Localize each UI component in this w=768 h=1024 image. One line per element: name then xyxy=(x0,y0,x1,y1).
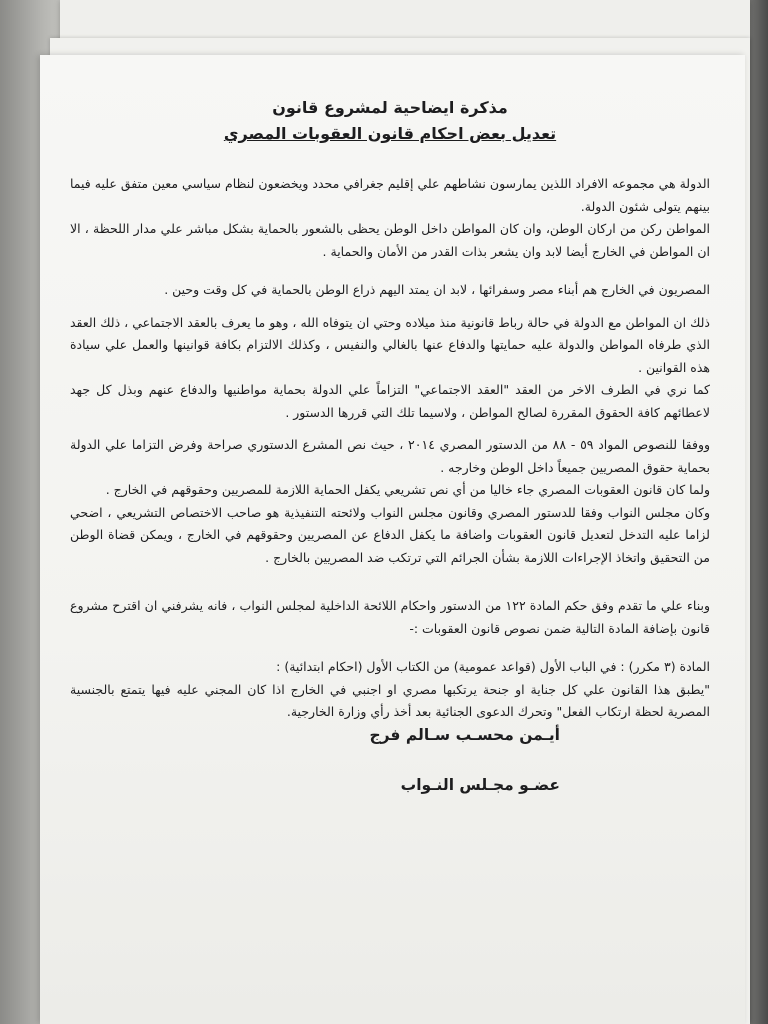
signature-title: عضـو مجـلس النـواب xyxy=(400,775,560,794)
document-subtitle: تعديل بعض احكام قانون العقوبات المصري xyxy=(223,124,557,143)
paragraph-proposal: وبناء علي ما تقدم وفق حكم المادة ١٢٢ من الدستور واحكام اللائحة الداخلية لمجلس النواب ، فانه يشرفني ان اقترح مشروع قانون بإضافة المادة التالية ضمن نصوص قانون العقوبات :- xyxy=(70,598,710,636)
document-body xyxy=(70,97,710,796)
paragraph-social-contract: ذلك ان المواطن مع الدولة في حالة رباط قانونية منذ ميلاده وحتي ان يتوفاه الله ، وهو ما يعرف بالعقد الاجتماعي ، ذلك العقد الذي طرفاه المواطن والدولة عليه حمايتها والدفاع عنها بالغالي والنفيس ، وكذلك الالتزام بكافة قوانينها والعمل علي سيادة هذه القوانين . xyxy=(70,314,710,375)
paragraph-article-text: "يطبق هذا القانون علي كل جناية او جنحة يرتكبها مصري او اجنبي في الخارج اذا كان المجني عليه فيها يتمتع بالجنسية المصرية لحظة ارتكاب الفعل" وتحرك الدعوى الجنائية بعد أخذ رأي وزارة الخارجية. xyxy=(70,681,710,719)
paragraph-constitution-articles: ووفقا للنصوص المواد ٥٩ - ٨٨ من الدستور المصري ٢٠١٤ ، حيث نص المشرع الدستوري صراحة وفرض التزاما علي الدولة بحماية حقوق المصريين جميعاً داخل الوطن وخارجه . xyxy=(70,437,711,475)
paragraph-state-obligation: كما نري في الطرف الاخر من العقد "العقد الاجتماعي" التزاماً علي الدولة بحماية مواطنيها والدفاع عنهم وبذل كل جهد لاعطائهم كافة الحقوق المقررة لصالح المواطن ، ولاسيما تلك التي قررها الدستور . xyxy=(70,382,710,420)
paragraph-article-heading: المادة (٣ مكرر) : في الباب الأول (قواعد عمومية) من الكتاب الأول (احكام ابتدائية) : xyxy=(276,659,710,674)
signature-name: أيـمن محسـب سـالم فرج xyxy=(369,725,560,744)
paragraph-egyptians-abroad: المصريون في الخارج هم أبناء مصر وسفرائها ، لابد ان يمتد اليهم ذراع الوطن بالحماية في كل وقت وحين . xyxy=(164,282,710,297)
paragraph-citizen-pillar: المواطن ركن من اركان الوطن، وان كان المواطن داخل الوطن يحظى بالشعور بالحماية بشكل مباشر علي مدار اللحظة ، الا ان المواطن في الخارج أيضا لابد وان يشعر بذات القدر من الأمان والحماية . xyxy=(70,221,710,259)
paragraph-parliament-competence: وكان مجلس النواب وفقا للدستور المصري وقانون مجلس النواب ولائحته التنفيذية هو صاحب الاختصاص التشريعي ، اضحي لزاما عليه التدخل لتعديل قانون العقوبات واضافة ما يكفل الدفاع عن المصريين وحقوقهم في الخارج ، ويمكن قضاة الوطن من التحقيق واتخاذ الإجراءات اللازمة بشأن الجرائم التي ترتكب ضد المصريين بالخارج . xyxy=(70,504,710,565)
document-title: مذكرة ايضاحية لمشروع قانون xyxy=(272,98,508,117)
paragraph-state-definition: الدولة هي مجموعه الافراد اللذين يمارسون نشاطهم علي إقليم جغرافي محدد ويخضعون لنظام سياسي معين متفق عليه فيما بينهم يتولى شئون الدولة. xyxy=(70,176,710,214)
paragraph-penal-code-gap: ولما كان قانون العقوبات المصري جاء خاليا من أي نص تشريعي يكفل الحماية اللازمة للمصريين وحقوقهم في الخارج . xyxy=(105,482,710,497)
document-page xyxy=(40,55,745,1024)
